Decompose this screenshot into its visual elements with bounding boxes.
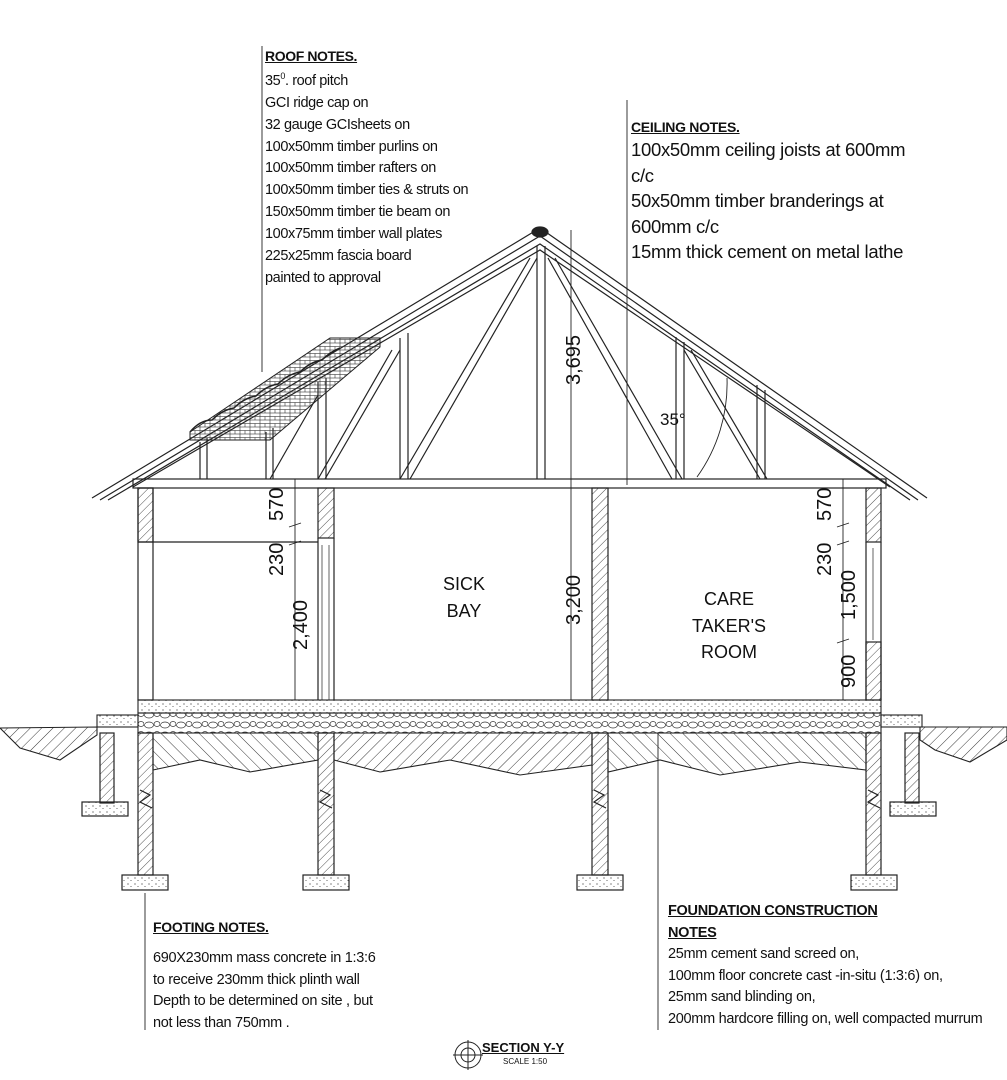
footing-notes-line: not less than 750mm .: [153, 1014, 290, 1031]
ceiling-notes: [631, 117, 905, 265]
dim-right-lintel: 230: [814, 542, 836, 576]
sick-bay-line1: SICK: [442, 574, 486, 594]
footing-notes-line: to receive 230mm thick plinth wall: [153, 971, 360, 988]
dim-left-lintel: 230: [266, 542, 288, 576]
ceiling-notes-line: 600mm c/c: [631, 215, 719, 237]
roof-notes-line: painted to approval: [265, 269, 381, 286]
ceiling-notes-title: CEILING NOTES.: [631, 119, 740, 135]
roof-tiles: [190, 338, 380, 440]
roof-notes-line: 225x25mm fascia board: [265, 248, 412, 265]
section-scale: SCALE 1:50: [503, 1057, 548, 1066]
sick-bay-line2: BAY: [446, 601, 482, 621]
dim-right-window: 1,500: [838, 569, 860, 620]
dim-left-top: 570: [266, 487, 288, 521]
dim-roof-height: 3,695: [563, 334, 585, 385]
dim-wall-center: 3,200: [563, 574, 585, 625]
roof-notes-pitch: $35^0$. roof pitch: [265, 71, 348, 89]
dim-left-window: 2,400: [290, 599, 312, 650]
roof-notes-line: 100x50mm timber purlins on: [265, 138, 438, 155]
walls: [138, 488, 881, 700]
care-taker-line2: TAKER'S: [691, 616, 767, 636]
foundation-notes-line: 200mm hardcore filling on, well compacted murrum: [668, 1010, 983, 1027]
dimension-texts: [266, 335, 860, 688]
foundation-notes-title-2: NOTES: [668, 924, 717, 941]
ceiling-notes-line: 50x50mm timber branderings at: [631, 190, 884, 211]
ceiling-notes-line: 100x50mm ceiling joists at 600mm: [631, 139, 906, 160]
roof: [92, 227, 927, 500]
foundation-notes-line: 100mm floor concrete cast -in-situ (1:3:6) on,: [668, 967, 943, 984]
dim-angle: 35°: [660, 410, 686, 429]
dim-right-top: 570: [814, 487, 836, 521]
roof-notes-line: 100x75mm timber wall plates: [265, 226, 442, 243]
footing-notes-line: Depth to be determined on site , but: [153, 993, 373, 1010]
section-title: SECTION Y-Y: [482, 1040, 565, 1055]
roof-notes-title: ROOF NOTES.: [265, 48, 358, 64]
footing-notes-line: 690X230mm mass concrete in 1:3:6: [153, 950, 376, 966]
foundation-notes-title-1: FOUNDATION CONSTRUCTION: [668, 903, 878, 919]
care-taker-line3: ROOM: [701, 642, 757, 662]
ceiling-notes-line: c/c: [631, 164, 654, 186]
roof-notes-line: 150x50mm timber tie beam on: [265, 204, 451, 221]
foundation-notes: [668, 901, 1007, 1030]
floor-slab: [97, 700, 922, 733]
section-symbol: [453, 1040, 483, 1070]
ceiling-notes-line: 15mm thick cement on metal lathe: [631, 241, 904, 262]
foundation-notes-line: 25mm sand blinding on,: [668, 989, 816, 1006]
dim-right-sill: 900: [838, 654, 860, 688]
footing-notes: [153, 917, 376, 1034]
footing-notes-title: FOOTING NOTES.: [153, 919, 269, 935]
care-taker-line1: CARE: [703, 589, 755, 609]
roof-notes-line: 100x50mm timber ties & struts on: [265, 182, 469, 199]
roof-notes-line: 32 gauge GCIsheets on: [265, 116, 410, 133]
foundation-notes-line: 25mm cement sand screed on,: [668, 946, 859, 962]
roof-notes-line: 100x50mm timber rafters on: [265, 160, 436, 177]
roof-notes: [265, 46, 468, 290]
roof-notes-line: GCI ridge cap on: [265, 94, 369, 111]
